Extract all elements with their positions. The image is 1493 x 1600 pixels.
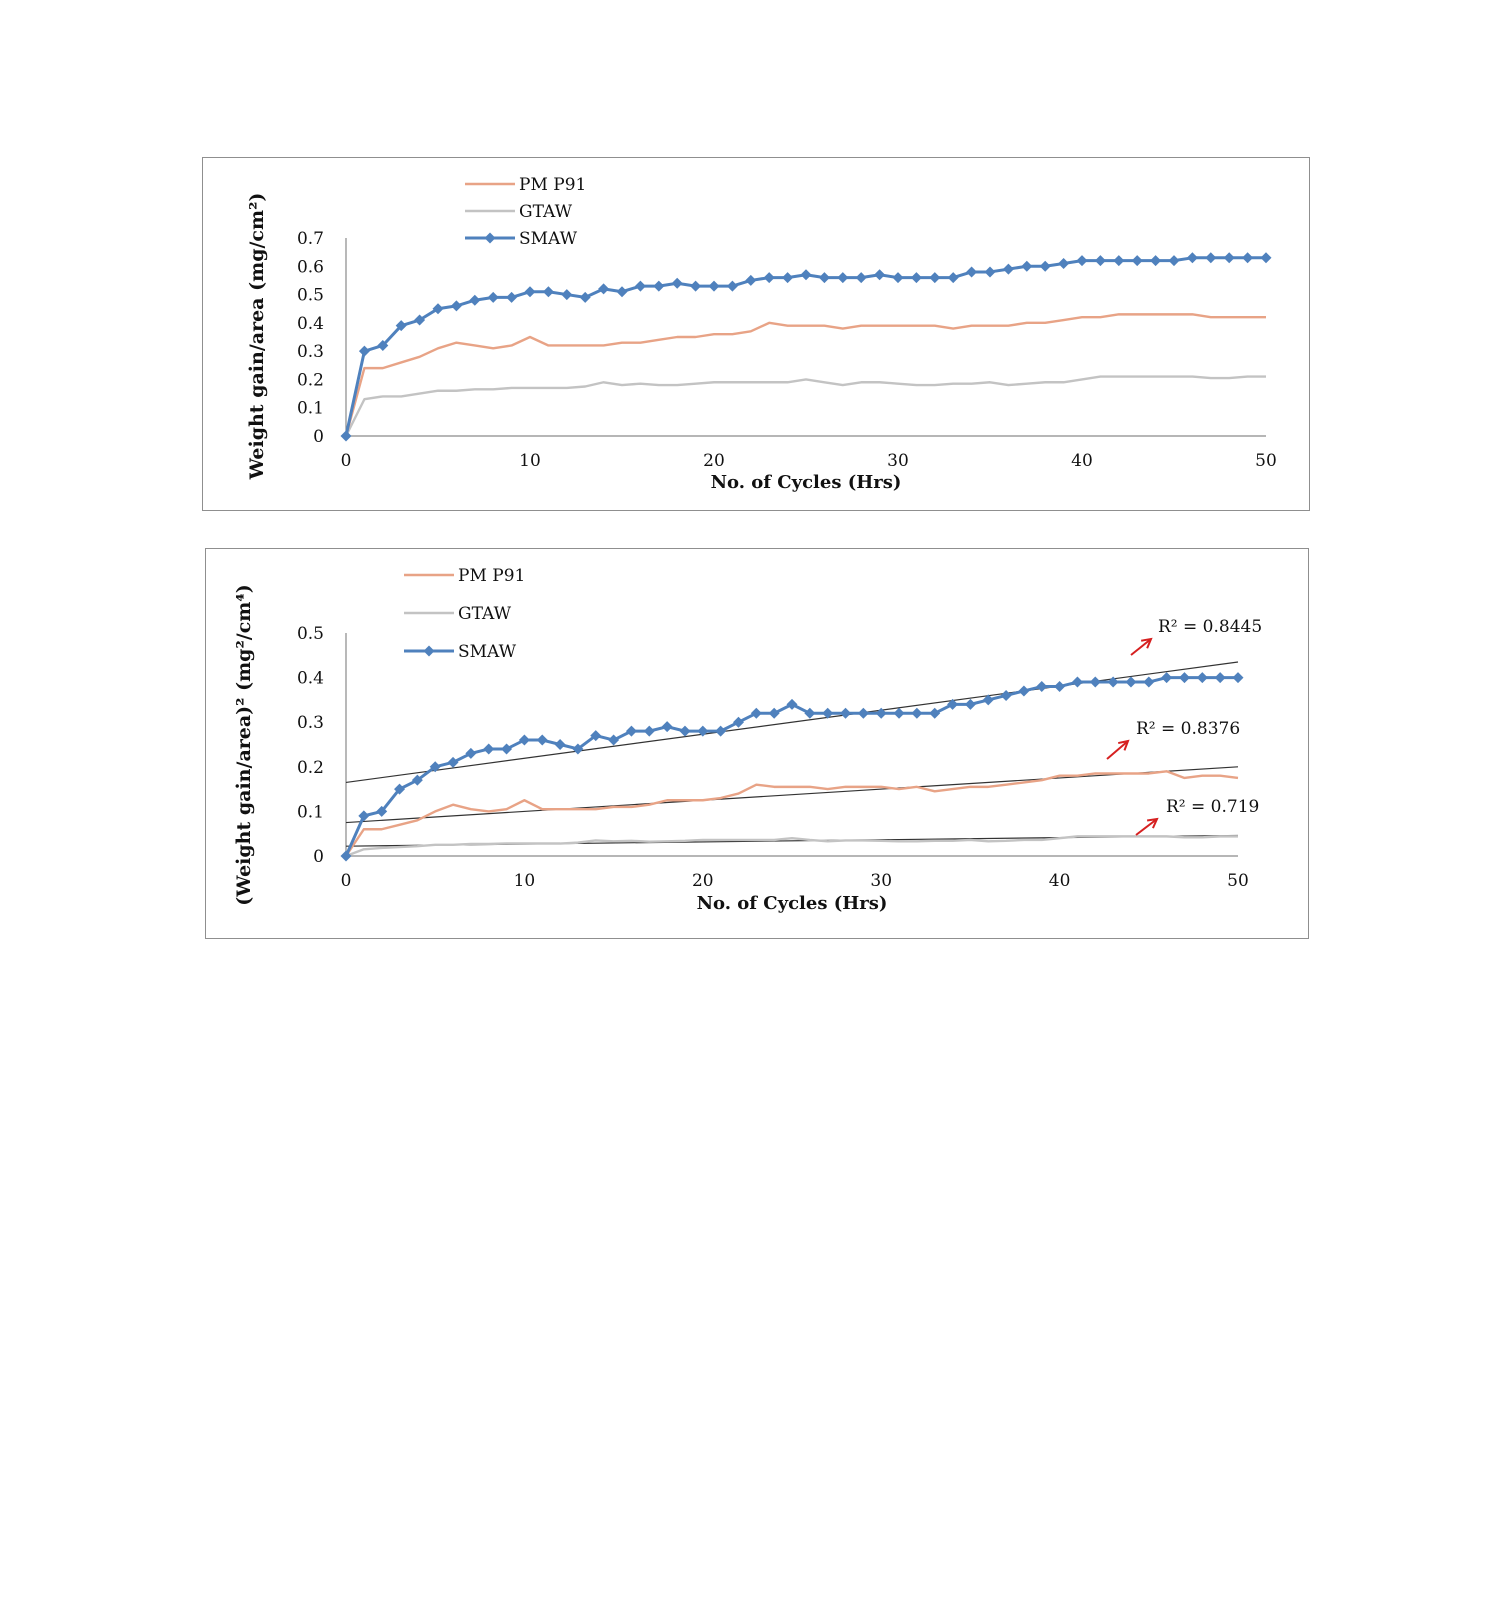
x-tick-label: 40 xyxy=(1071,451,1093,471)
data-point-smaw xyxy=(617,286,628,297)
r-squared-label: R² = 0.8376 xyxy=(1136,719,1241,739)
data-point-smaw xyxy=(782,272,793,283)
data-point-smaw xyxy=(733,717,744,728)
data-point-smaw xyxy=(769,708,780,719)
data-point-smaw xyxy=(840,708,851,719)
data-point-smaw xyxy=(1169,255,1180,266)
data-point-smaw xyxy=(580,292,591,303)
x-tick-label: 20 xyxy=(691,871,714,891)
data-point-smaw xyxy=(519,735,530,746)
data-point-smaw xyxy=(537,735,548,746)
data-point-smaw xyxy=(635,281,646,292)
y-tick-label: 0.3 xyxy=(296,713,324,734)
data-point-smaw xyxy=(506,292,517,303)
data-point-smaw xyxy=(1242,252,1253,263)
x-axis-title: No. of Cycles (Hrs) xyxy=(710,472,902,493)
data-point-smaw xyxy=(469,295,480,306)
r-squared-label: R² = 0.719 xyxy=(1166,797,1260,817)
data-point-smaw xyxy=(929,272,940,283)
data-point-smaw xyxy=(751,708,762,719)
y-tick-label: 0.5 xyxy=(296,624,324,644)
data-point-smaw xyxy=(561,289,572,300)
legend-label-smaw: SMAW xyxy=(458,642,517,662)
data-point-smaw xyxy=(1040,261,1051,272)
data-point-smaw xyxy=(804,708,815,719)
x-tick-label: 10 xyxy=(519,451,541,471)
data-point-smaw xyxy=(764,272,775,283)
data-point-smaw xyxy=(341,431,352,442)
data-point-smaw xyxy=(1187,252,1198,263)
y-tick-label: 0.5 xyxy=(296,285,324,306)
data-point-smaw xyxy=(451,300,462,311)
y-tick-label: 0 xyxy=(313,427,324,447)
data-point-smaw xyxy=(1143,677,1154,688)
data-point-smaw xyxy=(1036,681,1047,692)
data-point-smaw xyxy=(1179,672,1190,683)
data-point-smaw xyxy=(1021,261,1032,272)
data-point-smaw xyxy=(911,708,922,719)
data-point-smaw xyxy=(858,708,869,719)
data-point-smaw xyxy=(483,743,494,754)
data-point-smaw xyxy=(745,275,756,286)
weight-gain-squared-chart xyxy=(206,549,1310,940)
y-tick-label: 0.6 xyxy=(296,257,324,278)
y-tick-label: 0 xyxy=(313,847,324,867)
legend-label-gtaw: GTAW xyxy=(519,202,573,222)
y-tick-label: 0.3 xyxy=(296,342,324,363)
y-tick-label: 0.2 xyxy=(296,370,324,391)
data-point-smaw xyxy=(679,726,690,737)
data-point-smaw xyxy=(874,269,885,280)
data-point-smaw xyxy=(715,726,726,737)
data-point-smaw xyxy=(448,757,459,768)
data-point-smaw xyxy=(837,272,848,283)
data-point-smaw xyxy=(488,292,499,303)
data-point-smaw xyxy=(653,281,664,292)
series-line-gtaw xyxy=(346,377,1266,436)
data-point-smaw xyxy=(911,272,922,283)
x-tick-label: 50 xyxy=(1255,451,1277,471)
legend-label-pm-p91: PM P91 xyxy=(458,566,526,586)
data-point-smaw xyxy=(1001,690,1012,701)
legend-label-gtaw: GTAW xyxy=(458,604,512,624)
data-point-smaw xyxy=(948,272,959,283)
y-tick-label: 0.2 xyxy=(296,757,324,778)
x-tick-label: 30 xyxy=(887,451,909,471)
y-tick-label: 0.4 xyxy=(296,668,324,689)
legend-marker-smaw xyxy=(424,646,435,657)
data-point-smaw xyxy=(672,278,683,289)
data-point-smaw xyxy=(1090,677,1101,688)
data-point-smaw xyxy=(525,286,536,297)
series-line-pm-p91 xyxy=(346,314,1266,436)
data-point-smaw xyxy=(1077,255,1088,266)
x-tick-label: 10 xyxy=(513,871,536,891)
x-tick-label: 40 xyxy=(1048,871,1071,891)
data-point-smaw xyxy=(727,281,738,292)
data-point-smaw xyxy=(801,269,812,280)
data-point-smaw xyxy=(894,708,905,719)
data-point-smaw xyxy=(662,721,673,732)
data-point-smaw xyxy=(1261,252,1272,263)
data-point-smaw xyxy=(1132,255,1143,266)
legend-label-smaw: SMAW xyxy=(519,229,578,249)
data-point-smaw xyxy=(1072,677,1083,688)
x-tick-label: 0 xyxy=(340,451,352,471)
legend-label-pm-p91: PM P91 xyxy=(519,175,587,195)
data-point-smaw xyxy=(358,810,369,821)
chart-panel-weight-gain-squared xyxy=(205,548,1309,939)
data-point-smaw xyxy=(1233,672,1244,683)
data-point-smaw xyxy=(1125,677,1136,688)
data-point-smaw xyxy=(501,743,512,754)
y-tick-label: 0.4 xyxy=(296,313,324,334)
data-point-smaw xyxy=(644,726,655,737)
data-point-smaw xyxy=(465,748,476,759)
data-point-smaw xyxy=(359,346,370,357)
data-point-smaw xyxy=(555,739,566,750)
data-point-smaw xyxy=(598,283,609,294)
series-line-gtaw xyxy=(346,836,1238,856)
data-point-smaw xyxy=(1150,255,1161,266)
data-point-smaw xyxy=(1197,672,1208,683)
weight-gain-chart xyxy=(203,158,1311,512)
data-point-smaw xyxy=(626,726,637,737)
data-point-smaw xyxy=(787,699,798,710)
x-tick-label: 50 xyxy=(1227,871,1249,891)
x-axis-title: No. of Cycles (Hrs) xyxy=(696,893,888,914)
data-point-smaw xyxy=(1003,264,1014,275)
y-axis-title: (Weight gain/area)² (mg²/cm⁴) xyxy=(233,584,255,906)
data-point-smaw xyxy=(856,272,867,283)
data-point-smaw xyxy=(966,266,977,277)
y-tick-label: 0.1 xyxy=(296,398,324,419)
data-point-smaw xyxy=(929,708,940,719)
data-point-smaw xyxy=(709,281,720,292)
data-point-smaw xyxy=(608,735,619,746)
r-squared-label: R² = 0.8445 xyxy=(1158,617,1263,637)
data-point-smaw xyxy=(1224,252,1235,263)
y-axis-title: Weight gain/area (mg/cm²) xyxy=(246,192,268,480)
legend-marker-smaw xyxy=(485,233,496,244)
data-point-smaw xyxy=(1095,255,1106,266)
data-point-smaw xyxy=(819,272,830,283)
data-point-smaw xyxy=(1205,252,1216,263)
x-tick-label: 30 xyxy=(870,871,893,891)
x-tick-label: 0 xyxy=(340,871,352,891)
data-point-smaw xyxy=(543,286,554,297)
x-tick-label: 20 xyxy=(703,451,725,471)
trendline-smaw xyxy=(346,662,1241,782)
y-tick-label: 0.7 xyxy=(296,229,324,249)
data-point-smaw xyxy=(1054,681,1065,692)
data-point-smaw xyxy=(690,281,701,292)
data-point-smaw xyxy=(1018,685,1029,696)
chart-panel-weight-gain xyxy=(202,157,1310,511)
data-point-smaw xyxy=(1113,255,1124,266)
data-point-smaw xyxy=(1161,672,1172,683)
trendline-pm-p91 xyxy=(346,767,1238,823)
data-point-smaw xyxy=(893,272,904,283)
data-point-smaw xyxy=(1058,258,1069,269)
data-point-smaw xyxy=(985,266,996,277)
data-point-smaw xyxy=(965,699,976,710)
y-tick-label: 0.1 xyxy=(296,802,324,823)
data-point-smaw xyxy=(1215,672,1226,683)
